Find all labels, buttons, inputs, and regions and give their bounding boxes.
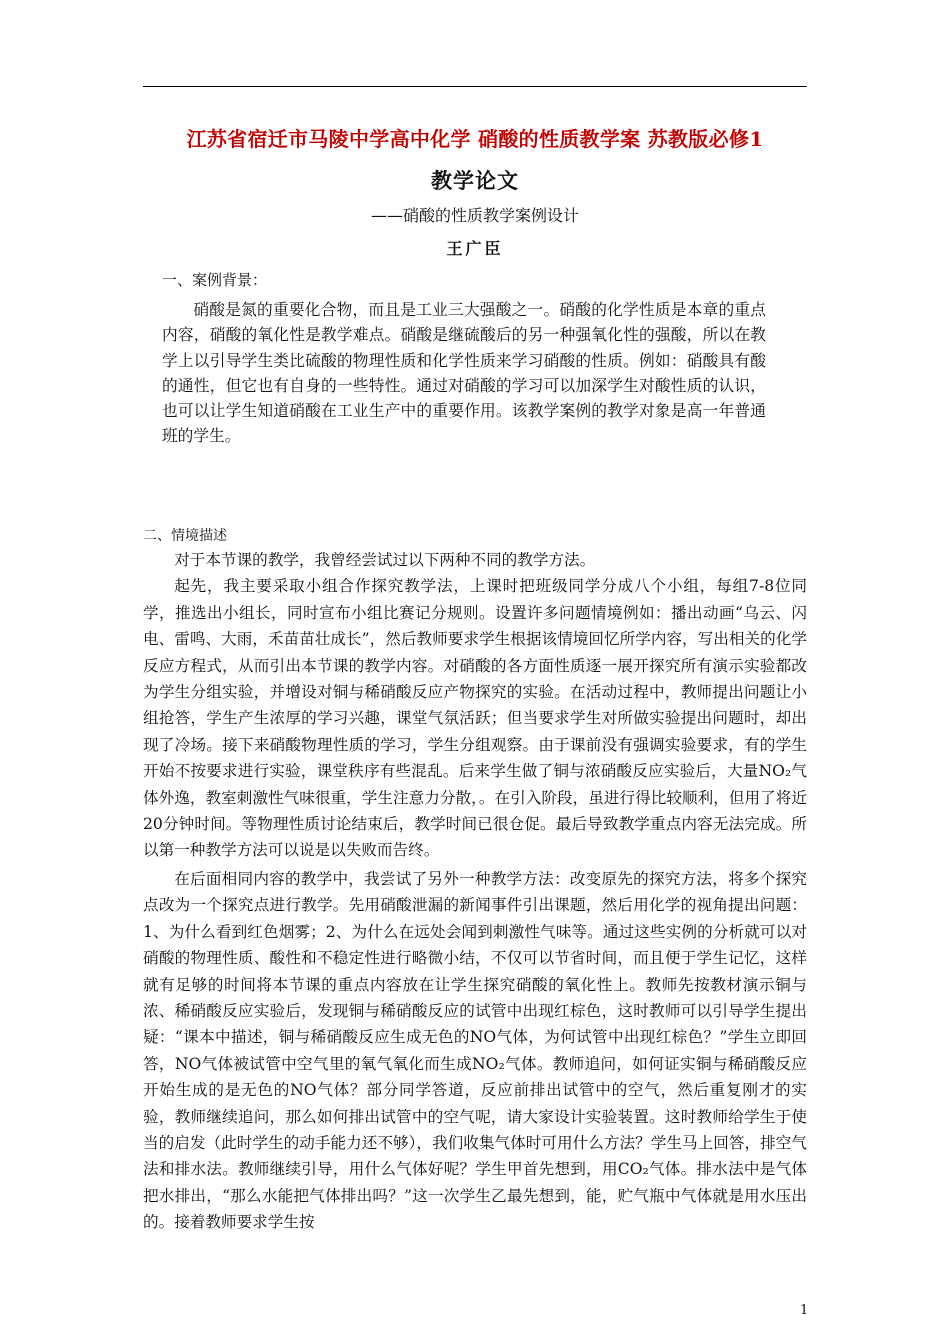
section-2-body xyxy=(143,547,807,1236)
section-2-paragraph-1: 对于本节课的教学，我曾经尝试过以下两种不同的教学方法。 xyxy=(174,551,596,569)
section-2-heading: 二、情境描述 xyxy=(143,528,227,544)
section-2-paragraph-2: 起先，我主要采取小组合作探究教学法，上课时把班级同学分成八个小组，每组7-8位同学，推选出小组长，同时宣布小组比赛记分规则。设置许多问题情境例如：播出动画“乌云、闪电、雷鸣、大雨，禾苗苗壮成长”，然后教师要求学生根据该情境回忆所学内容，写出相关的化学反应方程式，从而引出本节课的教学内容。对硝酸的各方面性质逐一展开探究所有演示实验都改为学生分组实验，并增设对铜与稀硝酸反应产物探究的实验。在活动过程中，教师提出问题让小组抢答，学生产生浓厚的学习兴趣，课堂气氛活跃；但当要求学生对所做实验提出问题时，却出现了冷场。接下来硝酸物理性质的学习，学生分组观察。由于课前没有强调实验要求，有的学生开始不按要求进行实验，课堂秩序有些混乱。后来学生做了铜与浓硝酸反应实验后，大量NO₂气体外逸，教室刺激性气味很重，学生注意力分散，。在引入阶段，虽进行得比较顺利，但用了将近20分钟时间。等物理性质讨论结束后，教学时间已很仓促。最后导致教学重点内容无法完成。所以第一种教学方法可以说是以失败而告终。 xyxy=(143,577,807,860)
section-1-heading: 一、案例背景： xyxy=(162,271,268,289)
header-rule xyxy=(143,86,807,87)
section-2-paragraph-3: 在后面相同内容的教学中，我尝试了另外一种教学方法：改变原先的探究方法，将多个探究点改为一个探究点进行教学。先用硝酸泄漏的新闻事件引出课题，然后用化学的视角提出问题：1、为什么看到红色烟雾；2、为什么在远处会闻到刺激性气味等。通过这些实例的分析就可以对硝酸的物理性质、酸性和不稳定性进行略微小结，不仅可以节省时间，而且便于学生记忆，这样就有足够的时间将本节课的重点内容放在让学生探究硝酸的氧化性上。教师先按教材演示铜与浓、稀硝酸反应实验后，发现铜与稀硝酸反应的试管中出现红棕色，这时教师可以引导学生提出疑：“课本中描述，铜与稀硝酸反应生成无色的NO气体，为何试管中出现红棕色？”学生立即回答，NO气体被试管中空气里的氧气氧化而生成NO₂气体。教师追问，如何证实铜与稀硝酸反应开始生成的是无色的NO气体？部分同学答道，反应前排出试管中的空气，然后重复刚才的实验，教师继续追问，那么如何排出试管中的空气呢，请大家设计实验装置。这时教师给学生于使当的启发（此时学生的动手能力还不够），我们收集气体时可用什么方法？学生马上回答，排空气法和排水法。教师继续引导，用什么气体好呢？学生甲首先想到，用CO₂气体。排水法中是气体把水排出，“那么水能把气体排出吗？”这一次学生乙最先想到，能，贮气瓶中气体就是用水压出的。接着教师要求学生按 xyxy=(143,869,807,1232)
section-1-paragraph: 硝酸是氮的重要化合物，而且是工业三大强酸之一。硝酸的化学性质是本章的重点内容，硝酸的氧化性是教学难点。硝酸是继硫酸后的另一种强氧化性的强酸，所以在教学上以引导学生类比硫酸的物理性质和化学性质来学习硝酸的性质。例如：硝酸具有酸的通性，但它也有自身的一些特性。通过对硝酸的学习可以加深学生对酸性质的认识，也可以让学生知道硝酸在工业生产中的重要作用。该教学案例的教学对象是高一年普通班的学生。 xyxy=(162,300,766,446)
essay-title: 教学论文 xyxy=(431,168,519,193)
document-title: 江苏省宿迁市马陵中学高中化学 硝酸的性质教学案 苏教版必修1 xyxy=(186,127,764,151)
page-number: 1 xyxy=(800,1303,809,1318)
author-name: 王广臣 xyxy=(446,239,504,258)
essay-subtitle: ——硝酸的性质教学案例设计 xyxy=(370,206,579,225)
